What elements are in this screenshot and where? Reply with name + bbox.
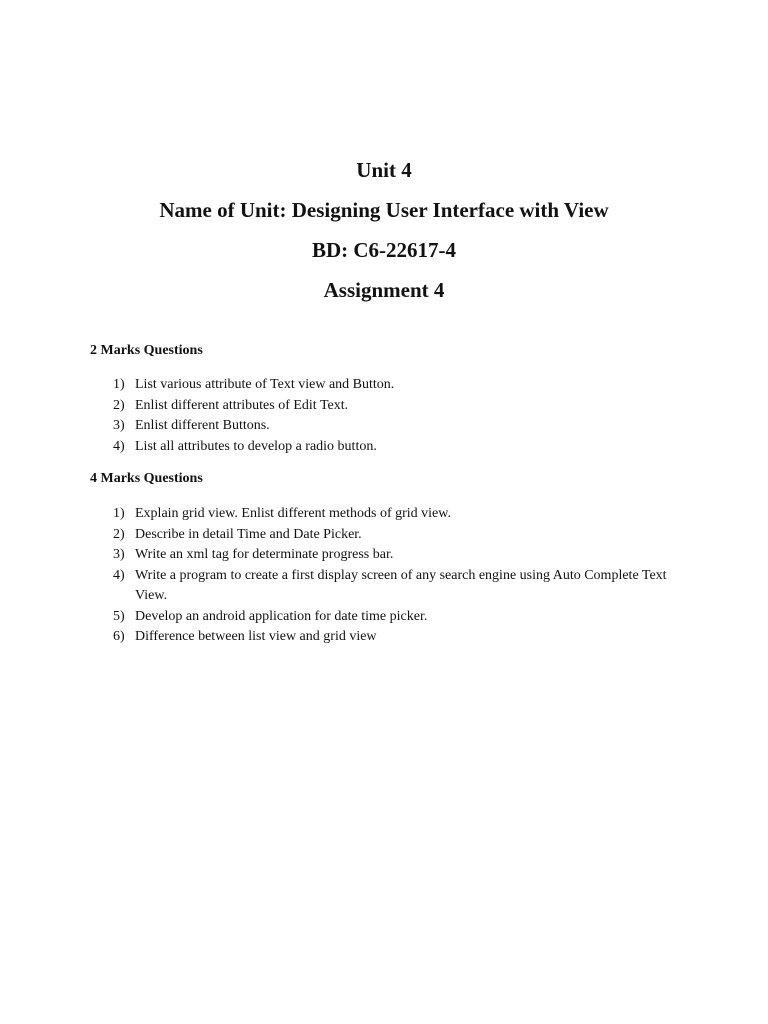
section-heading: 4 Marks Questions [90,471,203,486]
question-text: Write an xml tag for determinate progress bar. [135,547,394,562]
question-number: 3) [113,418,125,433]
question-item [90,627,690,648]
question-list [90,504,690,648]
question-item [90,545,690,566]
question-item [90,525,690,546]
title-block [0,150,768,310]
question-item [90,437,690,458]
unit-name-title: Name of Unit: Designing User Interface with View [159,198,609,222]
question-text: List various attribute of Text view and Button. [135,377,395,392]
question-item [90,396,690,417]
question-text: Enlist different attributes of Edit Text. [135,397,349,413]
question-item [90,607,690,628]
question-number: 3) [113,547,125,562]
four-marks-section [90,470,690,648]
question-text: Explain grid view. Enlist different methods of grid view. [135,506,451,521]
question-number: 1) [113,506,125,521]
two-marks-section [90,342,690,457]
question-item [90,375,690,396]
question-text: Write a program to create a first display screen of any search engine using Auto Complete Text View. [135,567,667,603]
question-number: 2) [113,526,125,542]
question-number: 4) [113,438,125,454]
question-number: 6) [113,629,125,644]
question-text: Difference between list view and grid view [135,629,377,644]
question-item [90,504,690,525]
question-number: 4) [113,567,125,583]
assignment-title: Assignment 4 [323,278,445,302]
section-heading: 2 Marks Questions [90,343,203,358]
question-number: 5) [113,608,125,624]
question-text: Develop an android application for date time picker. [135,608,428,624]
question-text: List all attributes to develop a radio button. [135,438,377,454]
question-number: 2) [113,397,125,413]
bd-code-title: BD: C6-22617-4 [311,238,457,262]
question-item [90,416,690,437]
question-list [90,375,690,457]
question-item [90,566,690,607]
unit-title: Unit 4 [356,158,412,182]
question-text: Enlist different Buttons. [135,418,270,433]
question-text: Describe in detail Time and Date Picker. [135,526,362,542]
question-number: 1) [113,377,125,392]
